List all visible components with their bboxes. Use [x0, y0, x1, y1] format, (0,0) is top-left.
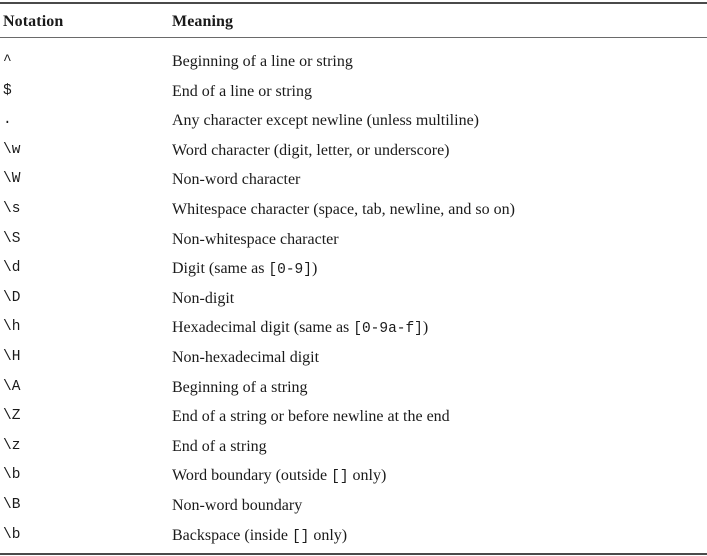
meaning-cell: [172, 106, 479, 136]
meaning-text-fragment: Any character except newline (unless multiline): [172, 112, 479, 130]
table-row: [0, 136, 707, 166]
meaning-cell: [172, 225, 339, 255]
meaning-text-fragment: Word boundary (outside: [172, 467, 332, 485]
column-header-meaning: Meaning: [172, 13, 234, 30]
meaning-text-fragment: Non-digit: [172, 289, 235, 307]
notation-cell: .: [3, 112, 12, 129]
meaning-text-fragment: Beginning of a line or string: [172, 53, 353, 70]
meaning-cell: [172, 254, 317, 286]
meaning-code-fragment: [0-9a-f]: [353, 321, 423, 338]
meaning-cell: [172, 165, 300, 195]
header-divider: [0, 37, 707, 38]
table-row: [0, 106, 707, 136]
table-top-rule: [0, 2, 707, 4]
meaning-cell: [172, 402, 450, 432]
notation-cell: ^: [3, 53, 12, 69]
table-row: [0, 165, 707, 195]
meaning-cell: [172, 461, 386, 493]
meaning-text-fragment: Non-whitespace character: [172, 230, 339, 248]
table-row: [0, 195, 707, 225]
table-bottom-rule: [0, 553, 707, 555]
notation-cell: \b: [3, 467, 21, 484]
meaning-text-fragment: Non-word character: [172, 171, 301, 189]
notation-cell: \s: [3, 200, 21, 217]
meaning-text-fragment: Non-word boundary: [172, 496, 303, 514]
notation-cell: \d: [3, 260, 21, 277]
meaning-code-fragment: [0-9]: [268, 262, 312, 279]
meaning-text-fragment: Hexadecimal digit (same as: [172, 319, 354, 337]
meaning-text-fragment: ): [422, 319, 429, 337]
meaning-text-fragment: Backspace (inside: [172, 526, 292, 544]
meaning-text-fragment: Digit (same as: [172, 260, 269, 278]
meaning-cell: [172, 77, 312, 107]
notation-cell: $: [3, 82, 12, 99]
meaning-cell: [172, 343, 319, 373]
table-row: [0, 284, 707, 314]
table-row: [0, 313, 707, 343]
table-header: [0, 8, 707, 36]
notation-cell: \D: [3, 289, 21, 306]
meaning-text-fragment: only): [348, 467, 387, 485]
table-row: [0, 77, 707, 107]
table-row: [0, 432, 707, 462]
notation-cell: \S: [3, 230, 21, 247]
meaning-text-fragment: End of a string: [172, 437, 267, 455]
meaning-text-fragment: Whitespace character (space, tab, newline, and so on): [172, 200, 515, 218]
table-row: [0, 373, 707, 403]
notation-cell: \z: [3, 437, 21, 454]
notation-cell: \W: [3, 171, 21, 188]
column-header-notation: Notation: [3, 13, 64, 30]
notation-cell: \A: [3, 378, 21, 395]
table-row: [0, 461, 707, 491]
meaning-text-fragment: only): [309, 526, 348, 544]
meaning-text-fragment: Beginning of a string: [172, 378, 308, 396]
meaning-cell: [172, 284, 234, 314]
meaning-cell: [172, 313, 428, 345]
meaning-text-fragment: Word character (digit, letter, or underscore): [172, 141, 450, 159]
notation-cell: \B: [3, 496, 21, 513]
meaning-cell: [172, 47, 353, 77]
notation-cell: \b: [3, 526, 21, 543]
table-row: [0, 491, 707, 521]
meaning-text-fragment: ): [311, 260, 318, 278]
table-row: [0, 254, 707, 284]
meaning-cell: [172, 373, 308, 403]
meaning-text-fragment: End of a string or before newline at the end: [172, 408, 450, 426]
meaning-cell: [172, 432, 267, 462]
meaning-cell: [172, 136, 450, 166]
meaning-code-fragment: []: [291, 528, 310, 545]
meaning-code-fragment: []: [331, 469, 349, 486]
table-row: [0, 225, 707, 255]
notation-cell: \h: [3, 319, 21, 336]
meaning-cell: [172, 195, 515, 225]
meaning-cell: [172, 491, 302, 521]
table-body: [0, 47, 707, 550]
table-row: [0, 47, 707, 77]
meaning-text-fragment: Non-hexadecimal digit: [172, 348, 320, 366]
table-row: [0, 402, 707, 432]
notation-cell: \w: [3, 141, 21, 158]
notation-cell: \H: [3, 348, 21, 365]
notation-cell: \Z: [3, 408, 21, 425]
table-row: [0, 521, 707, 551]
meaning-cell: [172, 521, 347, 553]
table-row: [0, 343, 707, 373]
meaning-text-fragment: End of a line or string: [172, 82, 312, 100]
